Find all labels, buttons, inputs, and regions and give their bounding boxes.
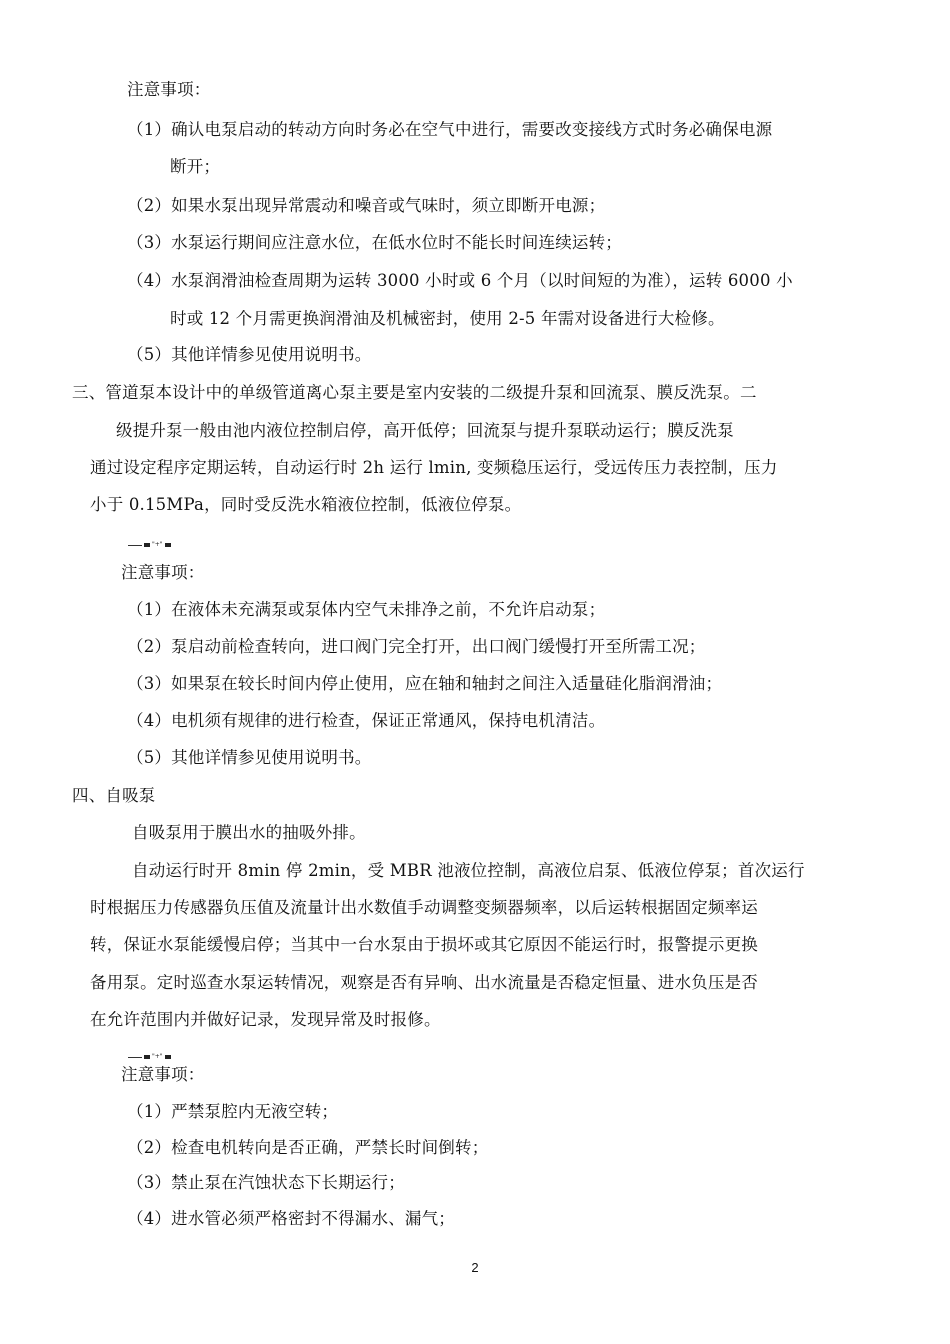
text-line: （3）如果泵在较长时间内停止使用，应在轴和轴封之间注入适量硅化脂润滑油； — [127, 674, 723, 693]
scan-artifact-mark: "+" — [128, 1053, 171, 1061]
scan-artifact-mark: "+" — [128, 541, 171, 549]
text-line: （2）如果水泵出现异常震动和噪音或气味时，须立即断开电源； — [127, 196, 606, 215]
section-heading: 四、自吸泵 — [72, 786, 156, 805]
text-line: 注意事项： — [121, 563, 205, 582]
text-line: （3）禁止泵在汽蚀状态下长期运行； — [127, 1173, 405, 1192]
text-line: 注意事项： — [127, 80, 211, 99]
section-heading: 三、管道泵本设计中的单级管道离心泵主要是室内安装的二级提升泵和回流泵、膜反洗泵。二 — [72, 383, 757, 402]
text-line: 自吸泵用于膜出水的抽吸外排。 — [132, 823, 366, 842]
text-line: 转，保证水泵能缓慢启停；当其中一台水泵由于损坏或其它原因不能运行时，报警提示更换 — [90, 935, 758, 954]
text-line: 在允许范围内并做好记录，发现异常及时报修。 — [90, 1010, 441, 1029]
text-line: （5）其他详情参见使用说明书。 — [127, 345, 372, 364]
text-line: 小于 0.15MPa，同时受反洗水箱液位控制，低液位停泵。 — [90, 495, 522, 514]
text-line: （4）水泵润滑油检查周期为运转 3000 小时或 6 个月（以时间短的为准），运转 6000 小 — [127, 271, 793, 290]
text-line: 断开； — [170, 157, 221, 176]
text-line: 级提升泵一般由池内液位控制启停，高开低停；回流泵与提升泵联动运行；膜反洗泵 — [116, 421, 734, 440]
text-line: （1）在液体未充满泵或泵体内空气未排净之前，不允许启动泵； — [127, 600, 606, 619]
text-line: （4）电机须有规律的进行检查，保证正常通风，保持电机清洁。 — [127, 711, 606, 730]
text-line: （2）检查电机转向是否正确，严禁长时间倒转； — [127, 1138, 489, 1157]
text-line: 注意事项： — [121, 1065, 205, 1084]
text-line: 备用泵。定时巡查水泵运转情况，观察是否有异响、出水流量是否稳定恒量、进水负压是否 — [90, 973, 758, 992]
text-line: 时或 12 个月需更换润滑油及机械密封，使用 2-5 年需对设备进行大检修。 — [170, 309, 725, 328]
text-line: （1）严禁泵腔内无液空转； — [127, 1102, 339, 1121]
text-line: （5）其他详情参见使用说明书。 — [127, 748, 372, 767]
text-line: （3）水泵运行期间应注意水位，在低水位时不能长时间连续运转； — [127, 233, 622, 252]
text-line: 时根据压力传感器负压值及流量计出水数值手动调整变频器频率，以后运转根据固定频率运 — [90, 898, 758, 917]
page-number: 2 — [471, 1260, 479, 1275]
text-line: 通过设定程序定期运转，自动运行时 2h 运行 lmin, 变频稳压运行，受远传压力表控制，压力 — [90, 458, 778, 477]
text-line: （4）进水管必须严格密封不得漏水、漏气； — [127, 1209, 455, 1228]
text-line: （1）确认电泵启动的转动方向时务必在空气中进行，需要改变接线方式时务必确保电源 — [127, 120, 773, 139]
text-line: （2）泵启动前检查转向，进口阀门完全打开，出口阀门缓慢打开至所需工况； — [127, 637, 706, 656]
text-line: 自动运行时开 8min 停 2min，受 MBR 池液位控制，高液位启泵、低液位停泵；首次运行 — [132, 861, 805, 880]
